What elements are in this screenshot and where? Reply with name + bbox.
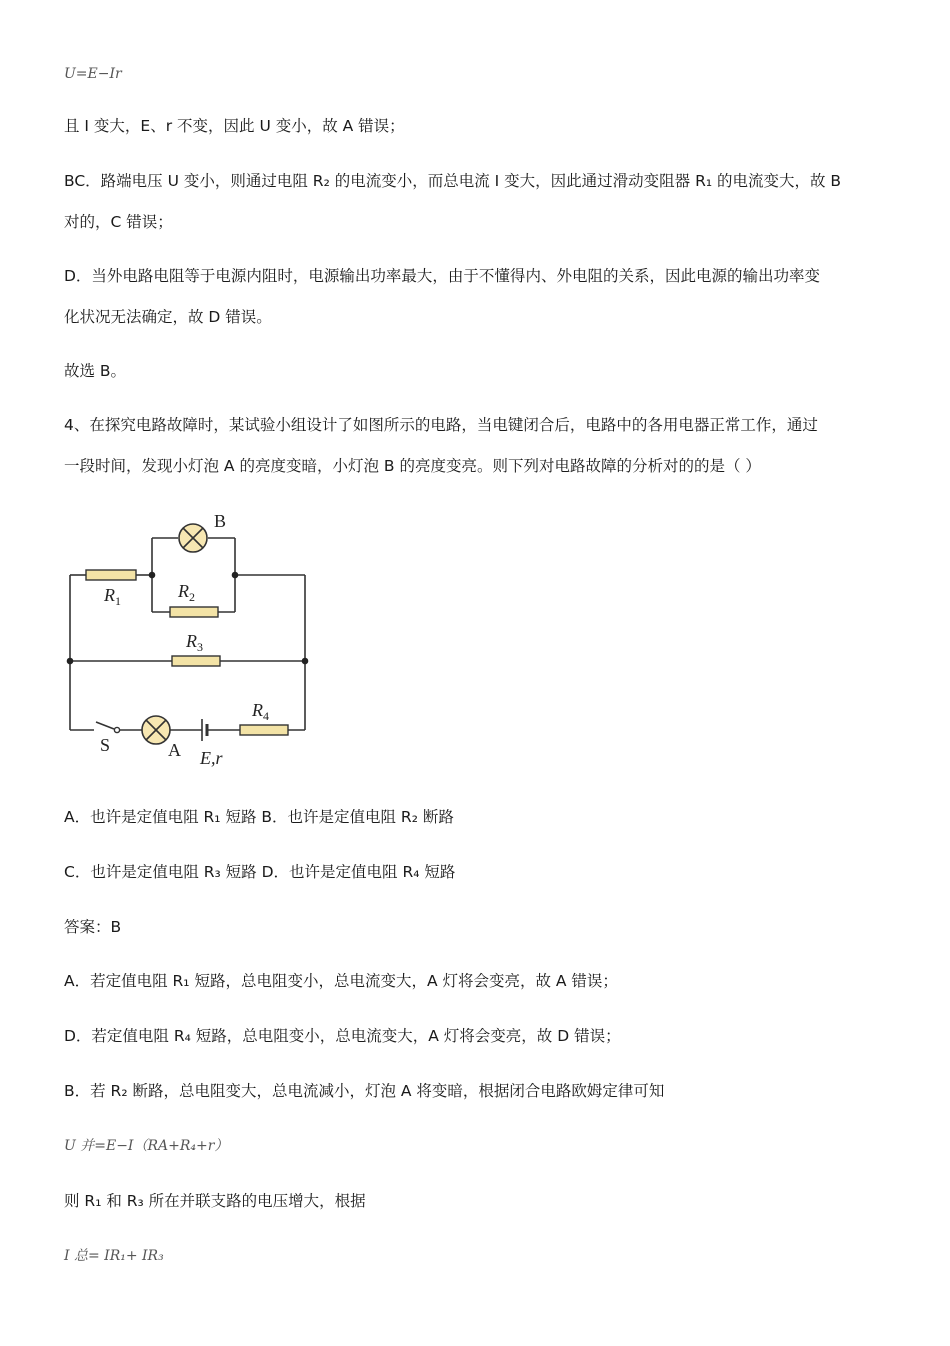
option-c-d: C．也许是定值电阻 R₃ 短路 D．也许是定值电阻 R₄ 短路 <box>64 863 456 881</box>
line-3: 对的，C 错误； <box>64 213 173 231</box>
label-r1: $R_1$ <box>104 585 121 608</box>
battery-icon <box>202 719 207 741</box>
label-r3: $R_3$ <box>186 631 203 654</box>
lamp-b-icon <box>179 524 207 552</box>
formula-u-parallel: U 并=E−I（RA+R₄+r） <box>64 1138 229 1154</box>
label-e-r: E,r <box>200 748 223 768</box>
question-4-line-2: 一段时间，发现小灯泡 A 的亮度变暗，小灯泡 B 的亮度变亮。则下列对电路故障的分析对的的是（ ） <box>64 457 761 475</box>
explain-b: B．若 R₂ 断路，总电阻变大，总电流减小，灯泡 A 将变暗，根据闭合电路欧姆定律可知 <box>64 1082 665 1100</box>
circuit-diagram <box>60 505 330 775</box>
resistor-r4 <box>240 725 288 735</box>
answer-label: 答案：B <box>64 918 122 936</box>
line-2: BC．路端电压 U 变小，则通过电阻 R₂ 的电流变小，而总电流 I 变大，因此通过滑动变阻器 R₁ 的电流变大，故 B <box>64 172 842 190</box>
explain-a: A．若定值电阻 R₁ 短路，总电阻变小，总电流变大，A 灯将会变亮，故 A 错误； <box>64 972 618 990</box>
label-r4: $R_4$ <box>252 700 269 723</box>
label-r2: $R_2$ <box>178 581 195 604</box>
switch-contact-icon <box>114 727 119 732</box>
label-s: S <box>100 735 111 755</box>
option-a-b: A．也许是定值电阻 R₁ 短路 B．也许是定值电阻 R₂ 断路 <box>64 808 454 826</box>
line-1: 且 I 变大，E、r 不变，因此 U 变小，故 A 错误； <box>64 117 405 135</box>
lamp-a-icon <box>142 716 170 744</box>
formula-i-total: I 总= IR₁+ IR₃ <box>64 1248 164 1264</box>
line-5: 化状况无法确定，故 D 错误。 <box>64 308 272 326</box>
resistor-r3 <box>172 656 220 666</box>
line-6: 故选 B。 <box>64 362 127 380</box>
resistor-r2 <box>170 607 218 617</box>
question-4-line-1: 4、在探究电路故障时，某试验小组设计了如图所示的电路，当电键闭合后，电路中的各用电器正常工作，通过 <box>64 416 818 434</box>
label-a: A <box>168 740 181 760</box>
explain-voltage: 则 R₁ 和 R₃ 所在并联支路的电压增大，根据 <box>64 1192 366 1210</box>
explain-d: D．若定值电阻 R₄ 短路，总电阻变小，总电流变大，A 灯将会变亮，故 D 错误； <box>64 1027 621 1045</box>
resistor-r1 <box>86 570 136 580</box>
line-formula-u: U=E−Ir <box>64 66 122 82</box>
label-b: B <box>214 511 227 531</box>
line-4: D．当外电路电阻等于电源内阻时，电源输出功率最大，由于不懂得内、外电阻的关系，因此电源的输出功率变 <box>64 267 820 285</box>
